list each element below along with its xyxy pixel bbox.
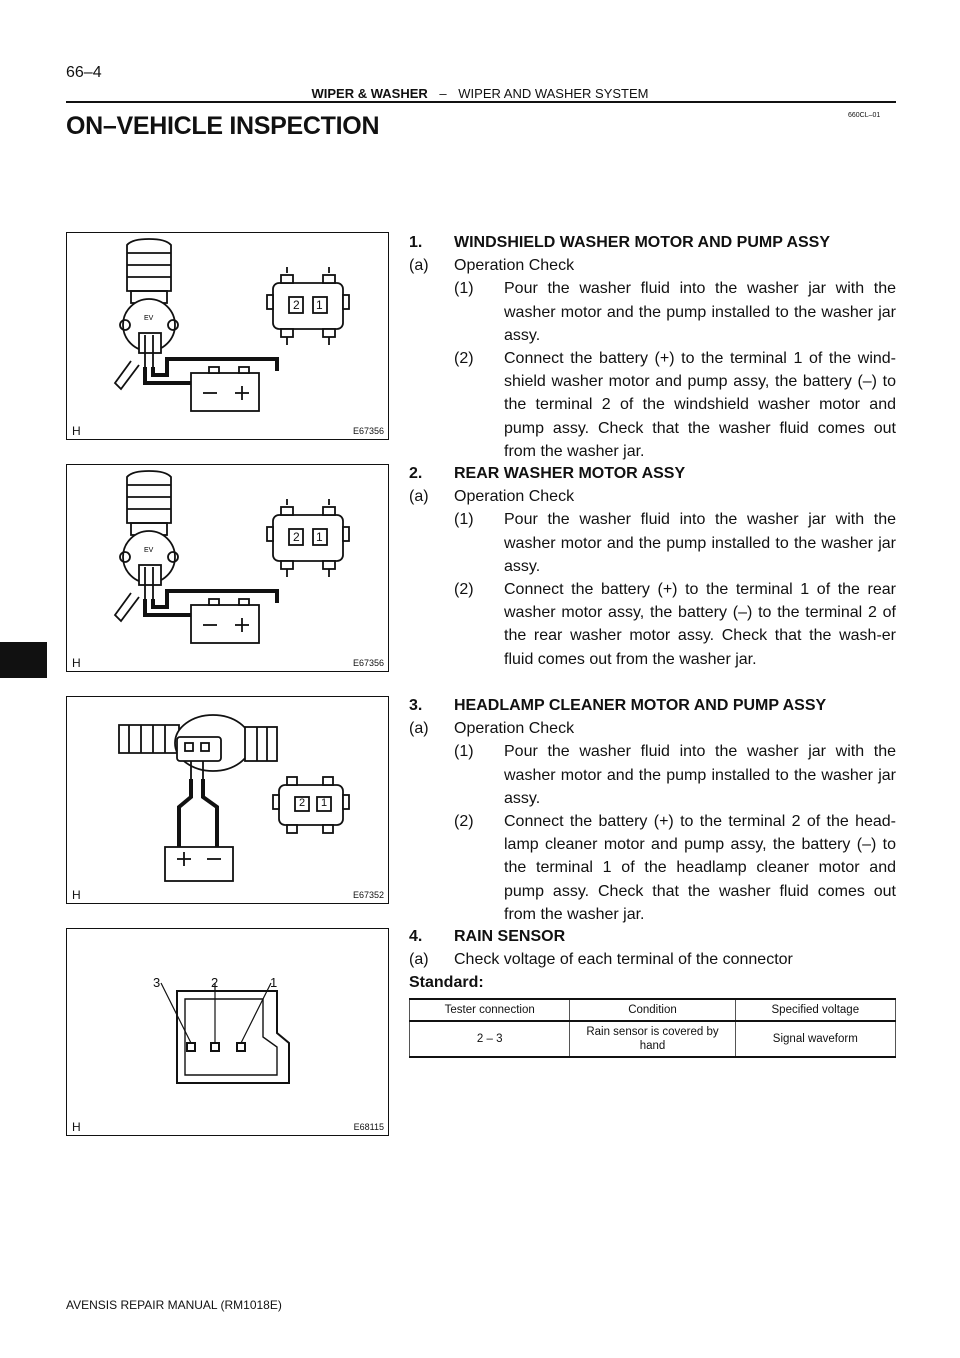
- figure-code: E67352: [352, 890, 384, 900]
- table-row: [410, 1021, 896, 1057]
- pin-label: 2: [211, 975, 219, 990]
- item-text: Pour the washer fluid into the washer jar with the washer motor and the pump installed to the washer jar assy.: [504, 280, 896, 344]
- section-tab: [0, 642, 47, 678]
- item-text: Connect the battery (+) to the terminal 2 of the head-lamp cleaner motor and pump assy, the battery (–) to the terminal 1 of the headlamp cleaner motor and pump assy. Check that the washer fluid comes out from the washer jar.: [504, 813, 896, 923]
- item-text: Pour the washer fluid into the washer jar with the washer motor and the pump installed to the washer jar assy.: [504, 743, 896, 807]
- page-title: ON–VEHICLE INSPECTION: [66, 112, 380, 140]
- step-number: 1.: [409, 234, 423, 251]
- document-id: 660CL–01: [848, 112, 881, 119]
- washer-pump-illustration: [67, 465, 390, 673]
- step-number: 2.: [409, 465, 423, 482]
- step-2: [409, 462, 896, 671]
- terminal-label: 1: [316, 298, 323, 312]
- washer-pump-illustration: [67, 233, 390, 441]
- terminal-label: 1: [316, 530, 323, 544]
- sub-label: (a): [409, 257, 429, 275]
- spec-table: [409, 998, 896, 1058]
- step-title: RAIN SENSOR: [454, 928, 566, 945]
- terminal-label: 2: [299, 797, 306, 809]
- figure-code: E67356: [352, 426, 384, 436]
- step-number: 3.: [409, 697, 423, 714]
- item-number: (1): [454, 743, 474, 761]
- pin-label: 1: [270, 975, 278, 990]
- figure-marker: H: [72, 656, 81, 670]
- sub-title: Operation Check: [454, 257, 575, 275]
- terminal-label: 2: [293, 298, 300, 312]
- item-number: (1): [454, 511, 474, 529]
- item-number: (2): [454, 581, 474, 599]
- item-number: (1): [454, 280, 474, 298]
- table-cell: Rain sensor is covered by hand: [570, 1021, 735, 1057]
- item-number: (2): [454, 813, 474, 831]
- item-number: (2): [454, 350, 474, 368]
- figure-marker: H: [72, 424, 81, 438]
- standard-label: Standard:: [409, 974, 484, 992]
- figure-code: E67356: [352, 658, 384, 668]
- table-header-row: [410, 999, 896, 1021]
- terminal-label: 2: [293, 530, 300, 544]
- running-header: [0, 86, 960, 101]
- item-text: Pour the washer fluid into the washer jar with the washer motor and the pump installed to the washer jar assy.: [504, 511, 896, 575]
- subsection-name: WIPER AND WASHER SYSTEM: [458, 86, 649, 101]
- table-header: Tester connection: [410, 999, 570, 1021]
- pin-label: 3: [153, 975, 161, 990]
- step-1: [409, 231, 896, 463]
- figure-code: E68115: [353, 1122, 384, 1132]
- step-title: WINDSHIELD WASHER MOTOR AND PUMP ASSY: [454, 234, 831, 251]
- item-text: Connect the battery (+) to the terminal 1 of the rear washer motor assy, the battery (–) to the terminal 2 of the rear washer motor assy. Check that the wash-er fluid comes out from the washer jar.: [504, 581, 896, 668]
- svg-text:EV: EV: [144, 547, 154, 554]
- item-text: Connect the battery (+) to the terminal 1 of the wind-shield washer motor and pump assy, the battery (–) to the terminal 2 of the windshield washer motor and pump assy. Check that the washer fluid comes out from the washer jar.: [504, 350, 896, 460]
- table-cell: Signal waveform: [735, 1021, 895, 1057]
- figure-headlamp-cleaner-motor: [66, 696, 389, 904]
- sub-label: (a): [409, 488, 429, 506]
- sub-title: Check voltage of each terminal of the connector: [454, 951, 793, 969]
- figure-windshield-washer-motor: [66, 232, 389, 440]
- sub-title: Operation Check: [454, 488, 575, 506]
- table-cell: 2 – 3: [410, 1021, 570, 1057]
- step-title: HEADLAMP CLEANER MOTOR AND PUMP ASSY: [454, 697, 827, 714]
- rain-sensor-connector-illustration: [67, 929, 390, 1137]
- figure-marker: H: [72, 888, 81, 902]
- sub-label: (a): [409, 951, 429, 969]
- table-header: Specified voltage: [735, 999, 895, 1021]
- step-number: 4.: [409, 928, 423, 945]
- section-name: WIPER & WASHER: [311, 86, 428, 101]
- figure-rain-sensor-connector: [66, 928, 389, 1136]
- step-3: [409, 694, 896, 926]
- sub-title: Operation Check: [454, 720, 575, 738]
- header-separator: –: [439, 86, 447, 101]
- headlamp-pump-illustration: [67, 697, 390, 905]
- figure-rear-washer-motor: [66, 464, 389, 672]
- header-rule: [66, 101, 896, 103]
- page-number: 66–4: [66, 64, 102, 81]
- svg-text:EV: EV: [144, 315, 154, 322]
- sub-label: (a): [409, 720, 429, 738]
- figure-marker: H: [72, 1120, 81, 1134]
- step-4: [409, 925, 896, 995]
- table-header: Condition: [570, 999, 735, 1021]
- page-footer: AVENSIS REPAIR MANUAL (RM1018E): [66, 1298, 282, 1312]
- terminal-label: 1: [321, 797, 328, 809]
- step-title: REAR WASHER MOTOR ASSY: [454, 465, 686, 482]
